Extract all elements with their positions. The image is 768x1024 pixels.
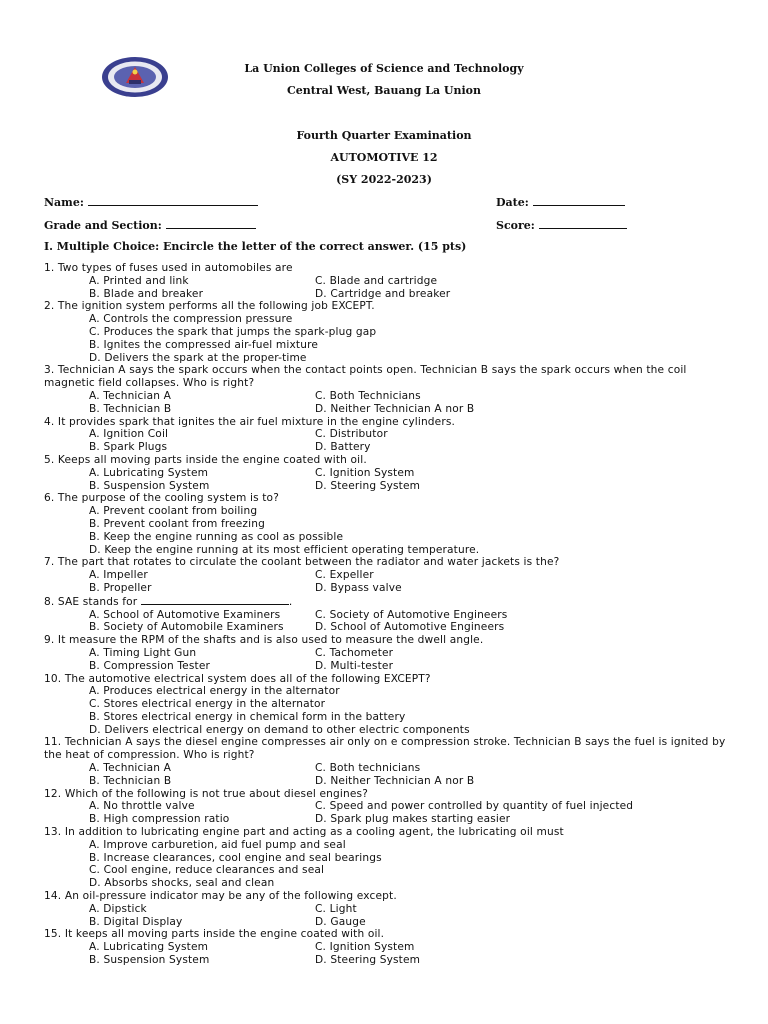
name-field[interactable] xyxy=(44,195,258,209)
answer-option[interactable]: A. Technician A xyxy=(89,389,172,402)
answer-option[interactable]: D. Delivers electrical energy on demand to other electric components xyxy=(89,723,470,736)
answer-options xyxy=(44,685,734,736)
answer-option[interactable]: B. High compression ratio xyxy=(89,813,230,826)
answer-blank[interactable] xyxy=(141,595,289,605)
question-5 xyxy=(44,454,734,492)
name-label: Name: xyxy=(44,196,84,209)
answer-option[interactable]: C. Both Technicians xyxy=(315,389,421,402)
question-text: 3. Technician A says the spark occurs when the contact points open. Technician B says the spark occurs when the coil magnetic field collapses. Who is right? xyxy=(44,364,687,390)
answer-option[interactable]: C. Tachometer xyxy=(315,646,394,659)
school-name: La Union Colleges of Science and Technology xyxy=(244,62,524,75)
answer-option[interactable]: A. Impeller xyxy=(89,569,148,582)
answer-option[interactable]: A. Prevent coolant from boiling xyxy=(89,505,258,518)
answer-option[interactable]: A. Ignition Coil xyxy=(89,428,169,441)
question-13 xyxy=(44,826,734,890)
answer-option[interactable]: D. Battery xyxy=(315,441,371,454)
answer-option[interactable]: B. Increase clearances, cool engine and seal bearings xyxy=(89,851,382,864)
answer-options xyxy=(44,467,734,493)
exam-school-year: (SY 2022-2023) xyxy=(336,173,432,186)
question-7 xyxy=(44,556,734,594)
instructions: I. Multiple Choice: Encircle the letter of the correct answer. (15 pts) xyxy=(44,240,467,253)
question-text: 11. Technician A says the diesel engine compresses air only on e compression stroke. Technician B says the fuel is ignited by the heat of compression. Who is right? xyxy=(44,736,726,762)
exam-title: Fourth Quarter Examination xyxy=(296,129,472,142)
answer-option[interactable]: D. Gauge xyxy=(315,915,366,928)
answer-options xyxy=(44,903,734,929)
answer-option[interactable]: A. Timing Light Gun xyxy=(89,646,197,659)
answer-option[interactable]: C. Light xyxy=(315,902,357,915)
answer-option[interactable]: A. Dipstick xyxy=(89,902,147,915)
question-12 xyxy=(44,788,734,826)
answer-option[interactable]: D. Multi-tester xyxy=(315,659,394,672)
question-text: 15. It keeps all moving parts inside the engine coated with oil. xyxy=(44,928,385,941)
answer-option[interactable]: B. Technician B xyxy=(89,402,172,415)
answer-option[interactable]: B. Society of Automobile Examiners xyxy=(89,621,284,634)
question-2 xyxy=(44,300,734,364)
answer-option[interactable]: B. Suspension System xyxy=(89,954,210,967)
answer-options xyxy=(44,609,734,635)
answer-option[interactable]: A. Improve carburetion, aid fuel pump and seal xyxy=(89,838,346,851)
answer-option[interactable]: A. No throttle valve xyxy=(89,800,195,813)
answer-option[interactable]: B. Compression Tester xyxy=(89,659,210,672)
answer-option[interactable]: C. Speed and power controlled by quantity of fuel injected xyxy=(315,800,634,813)
question-text: 10. The automotive electrical system does all of the following EXCEPT? xyxy=(44,672,431,685)
grade-section-label: Grade and Section: xyxy=(44,219,162,232)
answer-options xyxy=(44,941,734,967)
answer-options xyxy=(44,505,734,556)
question-text: 12. Which of the following is not true about diesel engines? xyxy=(44,787,368,800)
question-text: 6. The purpose of the cooling system is to? xyxy=(44,492,279,505)
question-9 xyxy=(44,634,734,672)
answer-option[interactable]: B. Propeller xyxy=(89,581,152,594)
answer-option[interactable]: D. Steering System xyxy=(315,954,421,967)
question-1 xyxy=(44,262,734,300)
date-line xyxy=(533,195,625,206)
answer-options xyxy=(44,569,734,595)
question-text: 7. The part that rotates to circulate the coolant between the radiator and water jackets is the? xyxy=(44,556,560,569)
answer-option[interactable]: B. Digital Display xyxy=(89,915,183,928)
question-4 xyxy=(44,416,734,454)
grade-section-field[interactable] xyxy=(44,218,256,232)
answer-option[interactable]: D. Bypass valve xyxy=(315,581,402,594)
answer-options xyxy=(44,800,734,826)
answer-option[interactable]: C. Society of Automotive Engineers xyxy=(315,608,508,621)
date-label: Date: xyxy=(496,196,529,209)
score-line xyxy=(539,218,627,229)
answer-option[interactable]: A. Lubricating System xyxy=(89,941,209,954)
question-3 xyxy=(44,364,734,415)
answer-option[interactable]: A. Lubricating System xyxy=(89,466,209,479)
score-label: Score: xyxy=(496,219,535,232)
answer-option[interactable]: B. Suspension System xyxy=(89,479,210,492)
answer-option[interactable]: D. Cartridge and breaker xyxy=(315,287,451,300)
answer-option[interactable]: B. Stores electrical energy in chemical form in the battery xyxy=(89,710,406,723)
answer-option[interactable]: D. Spark plug makes starting easier xyxy=(315,813,511,826)
answer-option[interactable]: B. Technician B xyxy=(89,774,172,787)
question-text: 8. SAE stands for . xyxy=(44,595,293,608)
answer-option[interactable]: C. Expeller xyxy=(315,569,374,582)
answer-options xyxy=(44,390,734,416)
answer-options xyxy=(44,839,734,890)
question-text: 13. In addition to lubricating engine part and acting as a cooling agent, the lubricating oil must xyxy=(44,826,564,839)
answer-option[interactable]: C. Ignition System xyxy=(315,466,415,479)
answer-option[interactable]: D. Delivers the spark at the proper-time xyxy=(89,351,307,364)
answer-option[interactable]: C. Ignition System xyxy=(315,941,415,954)
question-list xyxy=(44,262,734,967)
question-text: 14. An oil-pressure indicator may be any of the following except. xyxy=(44,890,397,903)
answer-option[interactable]: C. Both technicians xyxy=(315,762,421,775)
answer-option[interactable]: D. Steering System xyxy=(315,479,421,492)
answer-option[interactable]: A. School of Automotive Examiners xyxy=(89,608,281,621)
answer-option[interactable]: B. Blade and breaker xyxy=(89,287,204,300)
answer-option[interactable]: D. Absorbs shocks, seal and clean xyxy=(89,877,275,890)
answer-option[interactable]: B. Keep the engine running as cool as possible xyxy=(89,530,344,543)
answer-option[interactable]: A. Printed and link xyxy=(89,274,189,287)
question-text: 1. Two types of fuses used in automobiles are xyxy=(44,262,293,274)
answer-option[interactable]: D. Keep the engine running at its most efficient operating temperature. xyxy=(89,543,480,556)
question-6 xyxy=(44,492,734,556)
answer-option[interactable]: A. Produces electrical energy in the alternator xyxy=(89,685,340,698)
answer-option[interactable]: C. Distributor xyxy=(315,428,388,441)
answer-option[interactable]: D. Neither Technician A nor B xyxy=(315,774,475,787)
question-text: 4. It provides spark that ignites the air fuel mixture in the engine cylinders. xyxy=(44,415,456,428)
exam-subject: AUTOMOTIVE 12 xyxy=(330,151,438,164)
answer-option[interactable]: C. Stores electrical energy in the alternator xyxy=(89,698,326,711)
answer-options xyxy=(44,647,734,673)
answer-options xyxy=(44,428,734,454)
question-8 xyxy=(44,595,734,634)
question-11 xyxy=(44,736,734,787)
answer-options xyxy=(44,313,734,364)
answer-option[interactable]: D. School of Automotive Engineers xyxy=(315,621,505,634)
answer-option[interactable]: B. Spark Plugs xyxy=(89,441,168,454)
answer-option[interactable]: C. Produces the spark that jumps the spark-plug gap xyxy=(89,325,377,338)
answer-option[interactable]: B. Ignites the compressed air-fuel mixture xyxy=(89,338,319,351)
school-address: Central West, Bauang La Union xyxy=(286,84,481,97)
answer-options xyxy=(44,275,734,301)
question-text: 5. Keeps all moving parts inside the engine coated with oil. xyxy=(44,453,367,466)
answer-option[interactable]: A. Technician A xyxy=(89,762,172,775)
question-text: 2. The ignition system performs all the following job EXCEPT. xyxy=(44,300,375,313)
answer-option[interactable]: B. Prevent coolant from freezing xyxy=(89,517,265,530)
question-text: 9. It measure the RPM of the shafts and is also used to measure the dwell angle. xyxy=(44,634,484,647)
question-15 xyxy=(44,928,734,966)
score-field[interactable] xyxy=(496,218,627,232)
answer-option[interactable]: D. Neither Technician A nor B xyxy=(315,402,475,415)
grade-section-line xyxy=(166,218,256,229)
answer-option[interactable]: A. Controls the compression pressure xyxy=(89,313,293,326)
date-field[interactable] xyxy=(496,195,625,209)
answer-option[interactable]: C. Blade and cartridge xyxy=(315,274,438,287)
answer-options xyxy=(44,762,734,788)
question-10 xyxy=(44,673,734,737)
answer-option[interactable]: C. Cool engine, reduce clearances and seal xyxy=(89,864,325,877)
question-14 xyxy=(44,890,734,928)
name-line xyxy=(88,195,258,206)
